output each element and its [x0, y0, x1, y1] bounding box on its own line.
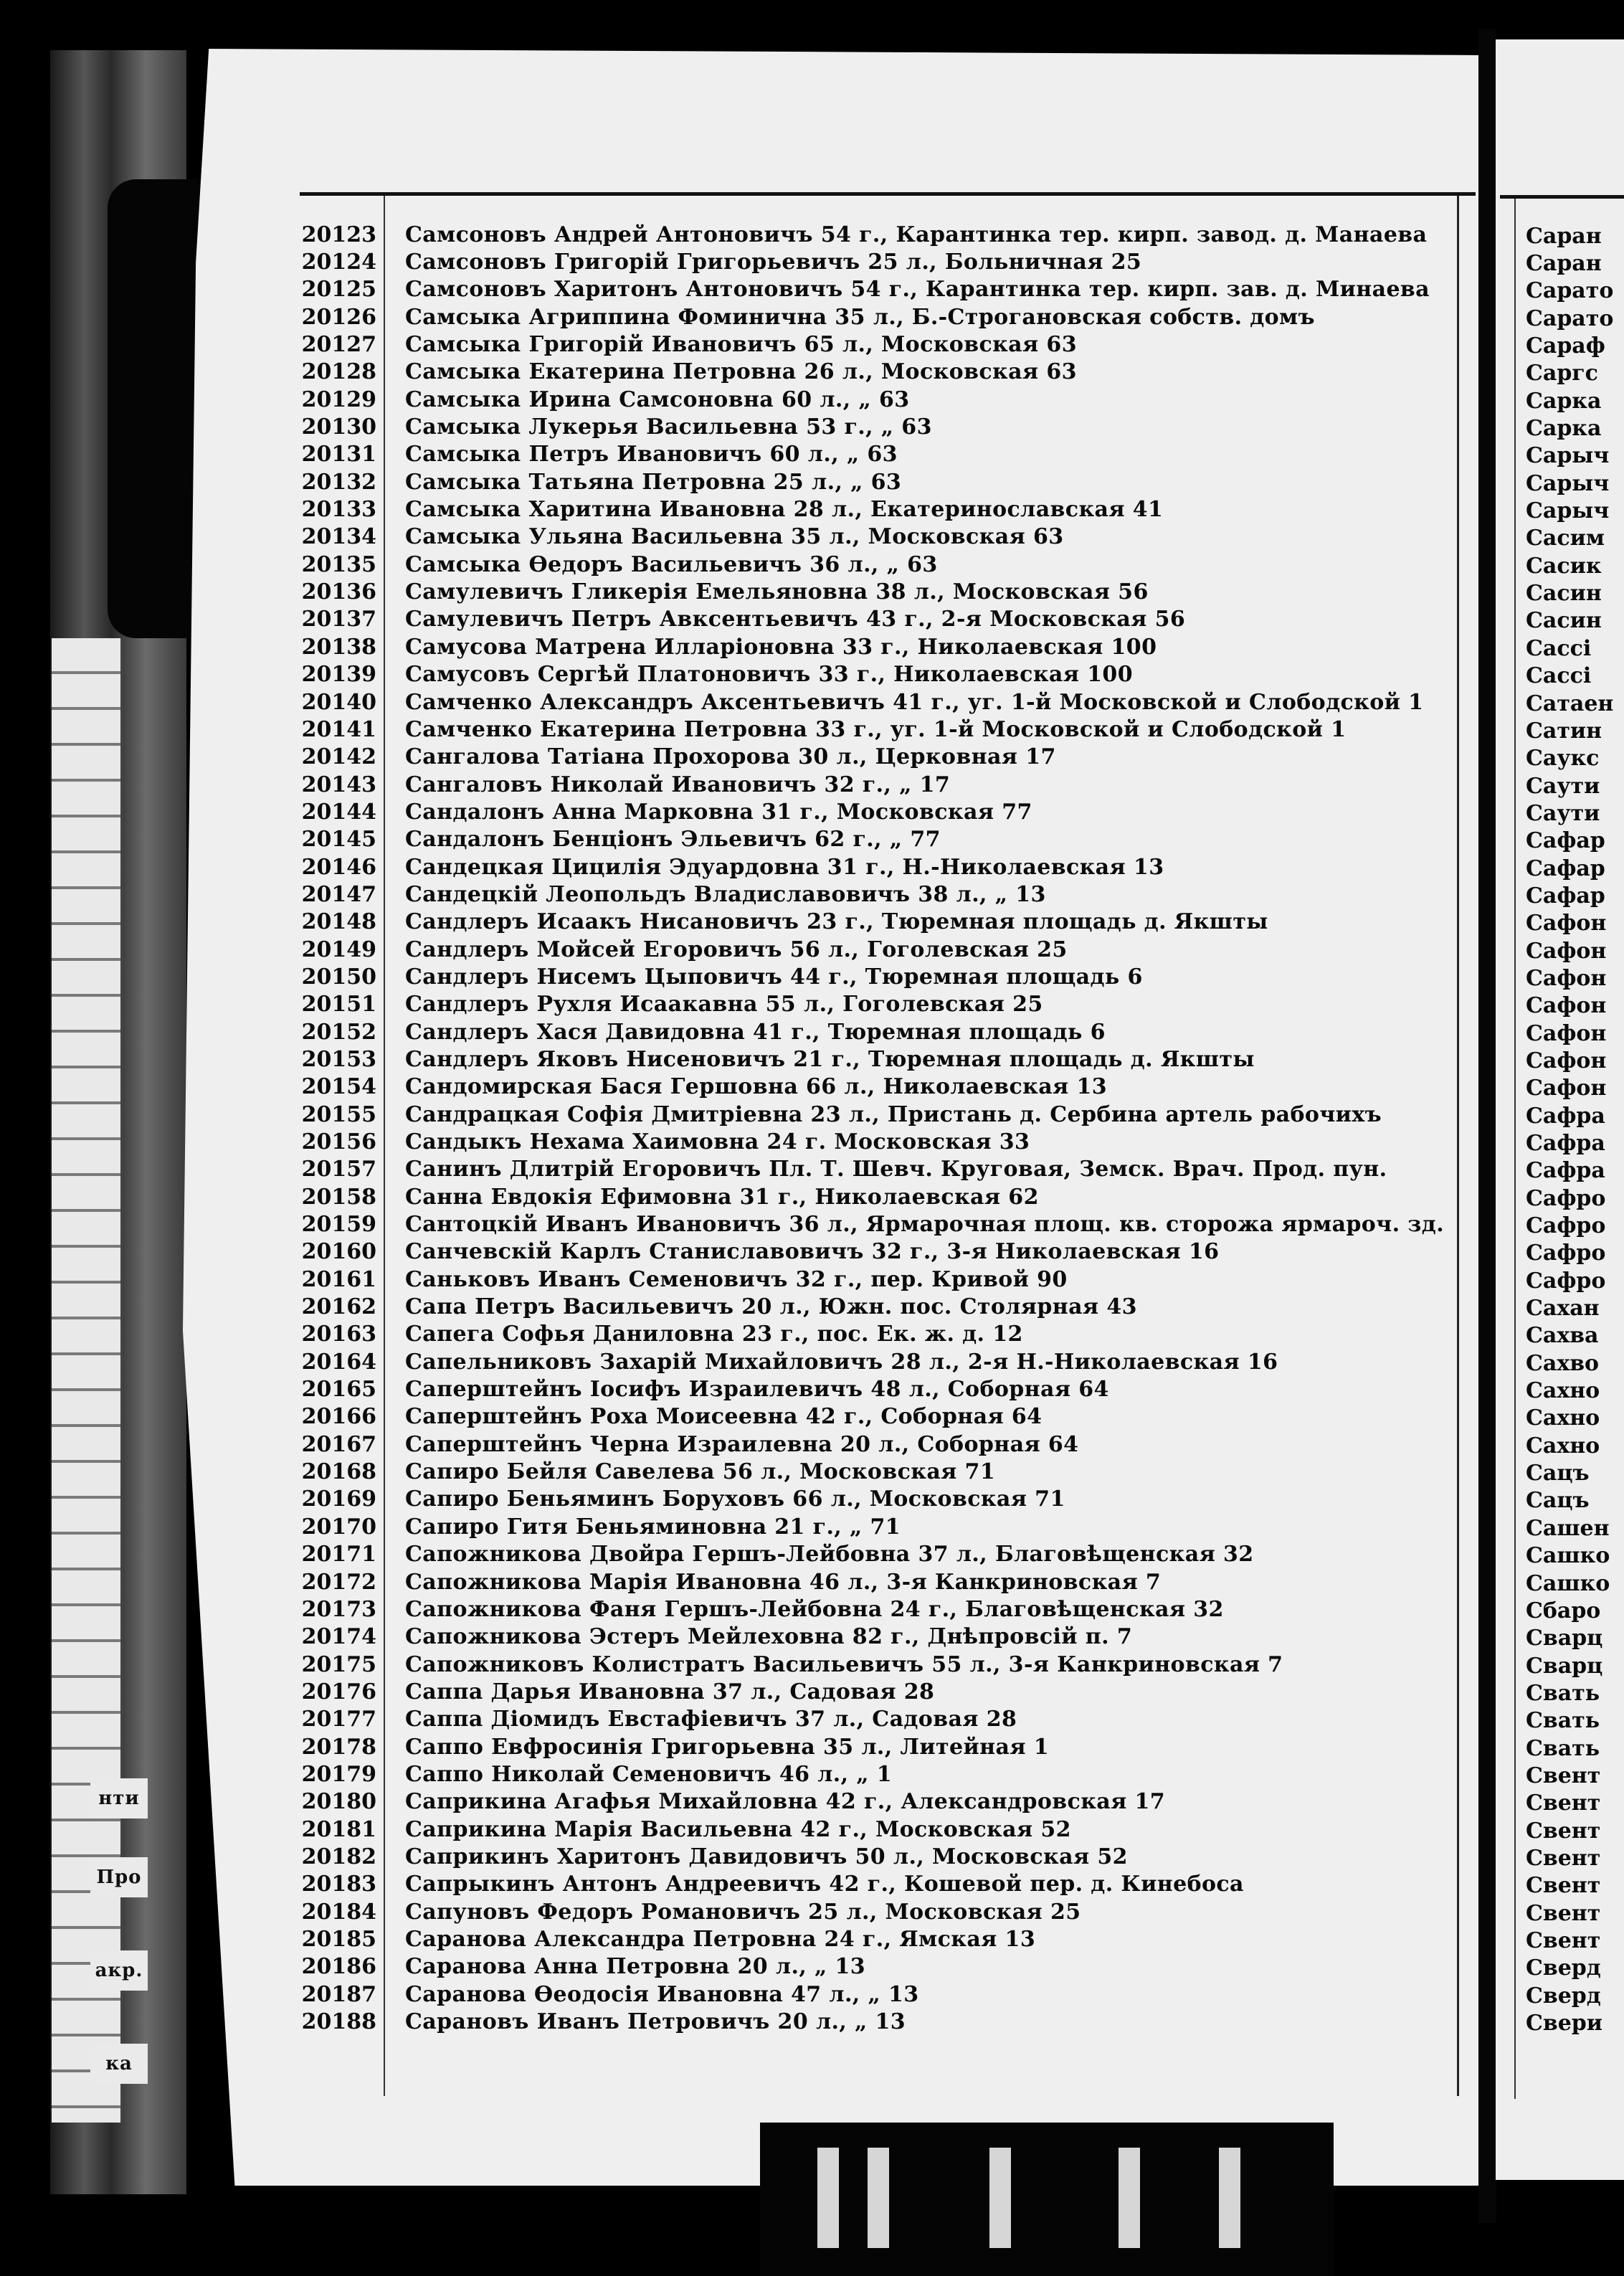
list-item	[287, 1651, 1456, 1678]
entry-text: Сапиро Гитя Беньяминовна 21 г., „ 71	[405, 1514, 901, 1540]
next-page-fragment: Сварц	[1526, 1626, 1603, 1651]
list-item	[287, 248, 1456, 275]
next-page-fragment: Сашко	[1526, 1543, 1610, 1569]
entry-number: 20164	[301, 1349, 376, 1375]
entry-number: 20145	[301, 827, 376, 853]
next-page-fragment: Сварц	[1526, 1653, 1603, 1679]
entry-text: Саппа Дарья Ивановна 37 л., Садовая 28	[405, 1679, 935, 1704]
entry-number: 20163	[301, 1322, 376, 1347]
resident-listing	[287, 221, 1456, 2036]
entry-text: Сандалонъ Анна Марковна 31 г., Московская 77	[405, 799, 1032, 825]
next-page-fragment: Сафон	[1526, 1048, 1607, 1073]
next-page-fragment: Сверд	[1526, 1955, 1601, 1981]
next-page-fragment: Сахно	[1526, 1405, 1600, 1431]
entry-number: 20174	[301, 1624, 376, 1650]
list-item	[287, 1073, 1456, 1101]
next-page-fragment: Сахно	[1526, 1433, 1600, 1459]
entry-number: 20158	[301, 1184, 376, 1210]
list-item	[287, 1486, 1456, 1513]
list-item	[287, 1871, 1456, 1898]
next-page-fragment: Сафра	[1526, 1131, 1605, 1157]
entry-number: 20178	[301, 1734, 376, 1760]
entry-number: 20137	[301, 607, 376, 632]
next-page-fragment: Сараф	[1526, 333, 1605, 359]
next-page-fragment: Сафар	[1526, 883, 1605, 909]
entry-number: 20177	[301, 1707, 376, 1732]
entry-number: 20154	[301, 1074, 376, 1100]
next-page-fragment: Сбаро	[1526, 1598, 1601, 1623]
entry-text: Сапиро Бейля Савелева 56 л., Московская 71	[405, 1459, 996, 1485]
next-page-fragment: Сафон	[1526, 1020, 1607, 1046]
entry-text: Сандлеръ Мойсей Егоровичъ 56 л., Гоголевская 25	[405, 937, 1068, 962]
entry-text: Самулевичъ Гликерія Емельяновна 38 л., Московская 56	[405, 579, 1149, 605]
list-item	[287, 386, 1456, 413]
entry-text: Сапельниковъ Захарій Михайловичъ 28 л., 2-я Н.-Николаевская 16	[405, 1349, 1278, 1375]
list-item	[287, 551, 1456, 578]
binding-stub	[868, 2148, 889, 2248]
entry-text: Саприкина Марія Васильевна 42 г., Московская 52	[405, 1816, 1071, 1842]
next-page-fragment: Свать	[1526, 1708, 1600, 1734]
entry-number: 20161	[301, 1266, 376, 1292]
entry-number: 20179	[301, 1761, 376, 1787]
list-item	[287, 1238, 1456, 1266]
entry-text: Самченко Александръ Аксентьевичъ 41 г., уг. 1-й Московской и Слободской 1	[405, 689, 1424, 715]
next-page-fragment: Сафар	[1526, 828, 1605, 854]
entry-text: Сапрыкинъ Антонъ Андреевичъ 42 г., Кошевой пер. д. Кинебоса	[405, 1872, 1244, 1897]
entry-text: Саппо Евфросинія Григорьевна 35 л., Литейная 1	[405, 1734, 1050, 1760]
next-page-fragment: Сахно	[1526, 1378, 1600, 1404]
entry-text: Самсыка Екатерина Петровна 26 л., Московская 63	[405, 359, 1077, 385]
list-item	[287, 1266, 1456, 1293]
entry-number: 20126	[301, 304, 376, 330]
entry-number: 20148	[301, 909, 376, 935]
list-item	[287, 661, 1456, 688]
entry-text: Саперштейнъ Черна Израилевна 20 л., Соборная 64	[405, 1431, 1079, 1457]
list-item	[287, 331, 1456, 358]
list-item	[287, 1788, 1456, 1816]
entry-number: 20172	[301, 1569, 376, 1595]
entry-text: Саприкина Агафья Михайловна 42 г., Александровская 17	[405, 1789, 1166, 1815]
entry-text: Сангалова Татіана Прохорова 30 л., Церковная 17	[405, 744, 1056, 770]
entry-number: 20141	[301, 716, 376, 742]
list-item	[287, 744, 1456, 771]
entry-text: Сандецкій Леопольдъ Владиславовичъ 38 л., „ 13	[405, 881, 1046, 907]
list-item	[287, 359, 1456, 386]
list-item	[287, 1156, 1456, 1183]
entry-number: 20136	[301, 579, 376, 605]
list-item	[287, 1045, 1456, 1073]
list-item	[287, 1595, 1456, 1623]
entry-text: Сапа Петръ Васильевичъ 20 л., Южн. пос. Столярная 43	[405, 1294, 1137, 1320]
entry-number: 20162	[301, 1294, 376, 1320]
list-item	[287, 826, 1456, 853]
next-page-fragment: Свент	[1526, 1900, 1601, 1926]
entry-text: Саппа Діомидъ Евстафіевичъ 37 л., Садовая 28	[405, 1707, 1017, 1732]
next-page-fragment: Саути	[1526, 800, 1600, 826]
list-item	[287, 853, 1456, 881]
list-item	[287, 2008, 1456, 2035]
entry-text: Саппо Николай Семеновичъ 46 л., „ 1	[405, 1761, 893, 1787]
entry-text: Саньковъ Иванъ Семеновичъ 32 г., пер. Кривой 90	[405, 1266, 1068, 1292]
entry-text: Саранова Ѳеодосія Ивановна 47 л., „ 13	[405, 1981, 919, 2007]
next-page-fragment: Сассі	[1526, 663, 1592, 689]
entry-text: Сапожникова Эстеръ Мейлеховна 82 г., Днѣпровсій п. 7	[405, 1624, 1133, 1650]
entry-number: 20139	[301, 662, 376, 688]
entry-number: 20187	[301, 1981, 376, 2007]
list-item	[287, 1431, 1456, 1458]
entry-text: Самсыка Ѳедоръ Васильевичъ 36 л., „ 63	[405, 551, 938, 577]
entry-text: Саперштейнъ Роха Моисеевна 42 г., Соборная 64	[405, 1404, 1043, 1430]
entry-text: Сандлеръ Рухля Исаакавна 55 л., Гоголевская 25	[405, 992, 1043, 1018]
next-page-listing	[1526, 222, 1624, 2037]
entry-number: 20138	[301, 634, 376, 660]
entry-text: Самсоновъ Андрей Антоновичъ 54 г., Карантинка тер. кирп. завод. д. Манаева	[405, 222, 1428, 247]
entry-text: Саперштейнъ Іосифъ Израилевичъ 48 л., Соборная 64	[405, 1377, 1109, 1403]
entry-number: 20181	[301, 1816, 376, 1842]
entry-text: Санинъ Длитрій Егоровичъ Пл. Т. Шевч. Круговая, Земск. Врач. Прод. пун.	[405, 1157, 1387, 1182]
entry-number: 20132	[301, 469, 376, 495]
list-item	[287, 991, 1456, 1018]
next-page-fragment: Сарка	[1526, 388, 1602, 414]
list-item	[287, 881, 1456, 908]
next-page-fragment: Сафро	[1526, 1268, 1606, 1294]
next-page-fragment: Саран	[1526, 251, 1602, 277]
next-page-fragment: Сатаен	[1526, 691, 1614, 716]
entry-text: Сандлеръ Хася Давидовна 41 г., Тюремная площадь 6	[405, 1019, 1106, 1045]
entry-number: 20171	[301, 1542, 376, 1568]
list-item	[287, 1843, 1456, 1870]
list-item	[287, 1513, 1456, 1540]
entry-number: 20186	[301, 1954, 376, 1980]
entry-text: Санна Евдокія Ефимовна 31 г., Николаевская 62	[405, 1184, 1039, 1210]
index-tab-strip	[52, 638, 123, 2123]
entry-number: 20168	[301, 1459, 376, 1485]
entry-number: 20183	[301, 1872, 376, 1897]
list-item	[287, 633, 1456, 660]
binding-tab-4: ка	[90, 2044, 148, 2084]
entry-text: Сапожникова Марія Ивановна 46 л., 3-я Канкриновская 7	[405, 1569, 1162, 1595]
list-item	[287, 1678, 1456, 1705]
next-page-fragment: Сасин	[1526, 581, 1602, 607]
next-page-fragment: Свать	[1526, 1680, 1600, 1706]
list-item	[287, 606, 1456, 633]
list-item	[287, 1183, 1456, 1210]
next-page-fragment: Сахан	[1526, 1296, 1600, 1322]
list-item	[287, 1981, 1456, 2008]
entry-text: Самсыка Агриппина Фоминична 35 л., Б.-Строгановская собств. домъ	[405, 304, 1315, 330]
list-item	[287, 1128, 1456, 1155]
list-item	[287, 771, 1456, 798]
entry-text: Самсыка Татьяна Петровна 25 л., „ 63	[405, 469, 902, 495]
list-item	[287, 1541, 1456, 1568]
entry-number: 20144	[301, 799, 376, 825]
next-page-fragment: Сарато	[1526, 278, 1614, 304]
entry-text: Сандалонъ Бенціонъ Эльевичъ 62 г., „ 77	[405, 827, 941, 853]
entry-text: Сапега Софья Даниловна 23 г., пос. Ек. ж. д. 12	[405, 1322, 1023, 1347]
list-item	[287, 1816, 1456, 1843]
entry-number: 20169	[301, 1486, 376, 1512]
list-item	[287, 1375, 1456, 1403]
entry-text: Самченко Екатерина Петровна 33 г., уг. 1-й Московской и Слободской 1	[405, 716, 1347, 742]
list-item	[287, 1293, 1456, 1320]
entry-number: 20131	[301, 442, 376, 468]
next-page-fragment: Сашко	[1526, 1570, 1610, 1596]
next-page-fragment: Сафра	[1526, 1158, 1605, 1184]
entry-number: 20184	[301, 1899, 376, 1925]
binding-stub	[1219, 2148, 1240, 2248]
list-item	[287, 1898, 1456, 1925]
entry-text: Сангаловъ Николай Ивановичъ 32 г., „ 17	[405, 772, 951, 797]
next-page-fragment: Сассі	[1526, 635, 1592, 661]
next-page-fragment: Свент	[1526, 1763, 1601, 1788]
list-item	[287, 303, 1456, 331]
list-item	[287, 1458, 1456, 1485]
entry-text: Самсоновъ Григорій Григорьевичъ 25 л., Больничная 25	[405, 250, 1142, 275]
entry-number: 20130	[301, 414, 376, 440]
next-page-fragment: Сахва	[1526, 1323, 1599, 1349]
entry-number: 20159	[301, 1212, 376, 1238]
entry-number: 20152	[301, 1019, 376, 1045]
entry-number: 20125	[301, 277, 376, 303]
next-page-fragment: Саран	[1526, 223, 1602, 249]
entry-number: 20153	[301, 1046, 376, 1072]
list-item	[287, 936, 1456, 963]
binding-stub	[817, 2148, 839, 2248]
entry-number: 20156	[301, 1129, 376, 1155]
list-item	[287, 1760, 1456, 1788]
entry-number: 20135	[301, 551, 376, 577]
entry-text: Самулевичъ Петръ Авксентьевичъ 43 г., 2-я Московская 56	[405, 607, 1186, 632]
binding-stub	[1119, 2148, 1140, 2248]
entry-text: Самусовъ Сергѣй Платоновичъ 33 г., Николаевская 100	[405, 662, 1133, 688]
entry-number: 20155	[301, 1101, 376, 1127]
next-page-fragment: Сафон	[1526, 1076, 1607, 1101]
list-item	[287, 468, 1456, 495]
entry-number: 20143	[301, 772, 376, 797]
entry-number: 20180	[301, 1789, 376, 1815]
next-page-fragment: Сафро	[1526, 1185, 1606, 1211]
entry-text: Сандомирская Бася Гершовна 66 л., Николаевская 13	[405, 1074, 1107, 1100]
entry-text: Сапожникова Фаня Гершъ-Лейбовна 24 г., Благовѣщенская 32	[405, 1596, 1224, 1622]
list-item	[287, 1623, 1456, 1651]
right-margin-rule	[1457, 196, 1459, 2096]
next-page-fragment: Сасик	[1526, 553, 1602, 579]
binding-tab-2: Про	[90, 1857, 148, 1897]
entry-number: 20173	[301, 1596, 376, 1622]
next-page-fragment: Свать	[1526, 1735, 1600, 1761]
next-page-fragment: Сарыч	[1526, 443, 1610, 469]
entry-number: 20167	[301, 1431, 376, 1457]
list-item	[287, 578, 1456, 605]
entry-text: Самсоновъ Харитонъ Антоновичъ 54 г., Карантинка тер. кирп. зав. д. Минаева	[405, 277, 1430, 303]
entry-text: Самсыка Харитина Ивановна 28 л., Екатеринославская 41	[405, 497, 1164, 523]
entry-text: Самсыка Григорій Ивановичъ 65 л., Московская 63	[405, 332, 1077, 358]
entry-number: 20150	[301, 964, 376, 990]
entry-text: Санчевскій Карлъ Станиславовичъ 32 г., 3-я Николаевская 16	[405, 1239, 1220, 1265]
binding-tab-3: акр.	[90, 1950, 148, 1991]
entry-number: 20128	[301, 359, 376, 385]
list-item	[287, 1321, 1456, 1348]
list-item	[287, 1733, 1456, 1760]
entry-text: Самсыка Ирина Самсоновна 60 л., „ 63	[405, 387, 910, 412]
list-item	[287, 688, 1456, 716]
entry-text: Самсыка Ульяна Васильевна 35 л., Московская 63	[405, 524, 1064, 550]
next-page-fragment: Сацъ	[1526, 1461, 1590, 1486]
list-item	[287, 523, 1456, 551]
entry-text: Сапожниковъ Колистратъ Васильевичъ 55 л., 3-я Канкриновская 7	[405, 1651, 1283, 1677]
next-page-fragment: Сарыч	[1526, 470, 1610, 496]
entry-text: Самсыка Лукерья Васильевна 53 г., „ 63	[405, 414, 932, 440]
next-page-fragment: Саргс	[1526, 361, 1598, 387]
entry-number: 20142	[301, 744, 376, 770]
next-page-fragment: Свент	[1526, 1818, 1601, 1844]
next-page-fragment: Сатин	[1526, 718, 1602, 744]
entry-number: 20140	[301, 689, 376, 715]
entry-number: 20124	[301, 250, 376, 275]
entry-text: Сапиро Беньяминъ Боруховъ 66 л., Московская 71	[405, 1486, 1065, 1512]
entry-number: 20160	[301, 1239, 376, 1265]
list-item	[287, 495, 1456, 523]
next-page-fragment: Свент	[1526, 1791, 1601, 1816]
list-item	[287, 1101, 1456, 1128]
next-page-fragment: Сафон	[1526, 993, 1607, 1019]
entry-number: 20147	[301, 881, 376, 907]
entry-text: Саприкинъ Харитонъ Давидовичъ 50 л., Московская 52	[405, 1844, 1128, 1869]
next-page-fragment: Саути	[1526, 773, 1600, 799]
next-page-fragment: Сасин	[1526, 608, 1602, 634]
entry-number: 20166	[301, 1404, 376, 1430]
next-page-fragment: Сафон	[1526, 965, 1607, 991]
entry-number: 20185	[301, 1926, 376, 1952]
list-item	[287, 963, 1456, 990]
list-item	[287, 798, 1456, 825]
entry-text: Сапуновъ Федоръ Романовичъ 25 л., Московская 25	[405, 1899, 1081, 1925]
next-page-fragment: Сарыч	[1526, 498, 1610, 524]
entry-number: 20157	[301, 1157, 376, 1182]
entry-number: 20127	[301, 332, 376, 358]
next-page-fragment: Сафро	[1526, 1241, 1606, 1266]
next-page-fragment: Сафон	[1526, 911, 1607, 937]
list-item	[287, 1568, 1456, 1595]
entry-text: Сандецкая Цицилія Эдуардовна 31 г., Н.-Николаевская 13	[405, 854, 1164, 880]
entry-number: 20151	[301, 992, 376, 1018]
list-item	[287, 1348, 1456, 1375]
next-page-fragment: Свент	[1526, 1928, 1601, 1953]
entry-text: Сарановъ Иванъ Петровичъ 20 л., „ 13	[405, 2009, 906, 2035]
entry-number: 20133	[301, 497, 376, 523]
next-page-fragment: Сафон	[1526, 938, 1607, 964]
list-item	[287, 1403, 1456, 1431]
entry-text: Сантоцкій Иванъ Ивановичъ 36 л., Ярмарочная площ. кв. сторожа ярмароч. зд.	[405, 1212, 1445, 1238]
bottom-shadow	[760, 2123, 1334, 2276]
entry-number: 20182	[301, 1844, 376, 1869]
entry-text: Сандыкъ Нехама Хаимовна 24 г. Московская 33	[405, 1129, 1030, 1155]
list-item	[287, 1706, 1456, 1733]
entry-text: Сапожникова Двойра Гершъ-Лейбовна 37 л., Благовѣщенская 32	[405, 1542, 1254, 1568]
next-page-fragment: Сахво	[1526, 1350, 1600, 1376]
list-item	[287, 909, 1456, 936]
entry-text: Саранова Александра Петровна 24 г., Ямская 13	[405, 1926, 1036, 1952]
next-page-fragment: Сарато	[1526, 305, 1614, 331]
next-page-fragment: Свент	[1526, 1873, 1601, 1899]
binding-tab-1: нти	[90, 1778, 148, 1819]
list-item	[287, 276, 1456, 303]
list-item	[287, 716, 1456, 743]
next-page-fragment: Саукс	[1526, 746, 1600, 772]
entry-text: Саранова Анна Петровна 20 л., „ 13	[405, 1954, 866, 1980]
entry-number: 20146	[301, 854, 376, 880]
entry-text: Сандлеръ Яковъ Нисеновичъ 21 г., Тюремная площадь д. Якшты	[405, 1046, 1255, 1072]
entry-number: 20123	[301, 222, 376, 247]
entry-text: Самсыка Петръ Ивановичъ 60 л., „ 63	[405, 442, 898, 468]
entry-number: 20176	[301, 1679, 376, 1704]
entry-number: 20149	[301, 937, 376, 962]
next-page-fragment: Сафро	[1526, 1213, 1606, 1239]
list-item	[287, 1210, 1456, 1238]
next-page-fragment: Сверд	[1526, 1983, 1601, 2009]
header-rule	[300, 192, 1476, 196]
list-item	[287, 1953, 1456, 1981]
entry-number: 20165	[301, 1377, 376, 1403]
next-page-fragment: Свери	[1526, 2011, 1603, 2036]
next-page-fragment: Сашен	[1526, 1515, 1610, 1541]
list-item	[287, 1925, 1456, 1953]
entry-number: 20134	[301, 524, 376, 550]
entry-text: Сандлеръ Исаакъ Нисановичъ 23 г., Тюремная площадь д. Якшты	[405, 909, 1268, 935]
binding-stub	[989, 2148, 1011, 2248]
entry-text: Сандрацкая Софія Дмитріевна 23 л., Пристань д. Сербина артель рабочихъ	[405, 1101, 1382, 1127]
entry-number: 20175	[301, 1651, 376, 1677]
entry-number: 20170	[301, 1514, 376, 1540]
entry-text: Самусова Матрена Илларіоновна 33 г., Николаевская 100	[405, 634, 1157, 660]
next-page-header-rule	[1500, 195, 1624, 199]
entry-text: Сандлеръ Нисемъ Цыповичъ 44 г., Тюремная площадь 6	[405, 964, 1143, 990]
list-item	[287, 1018, 1456, 1045]
list-item	[287, 221, 1456, 248]
entry-number: 20129	[301, 387, 376, 412]
list-item	[287, 413, 1456, 440]
page-gutter	[1478, 29, 1496, 2223]
next-page-column-rule	[1514, 199, 1516, 2099]
next-page-fragment: Сафар	[1526, 855, 1605, 881]
next-page-fragment: Сасим	[1526, 526, 1605, 551]
entry-number: 20188	[301, 2009, 376, 2035]
next-page-fragment: Сафра	[1526, 1103, 1605, 1129]
list-item	[287, 441, 1456, 468]
next-page-fragment: Свент	[1526, 1845, 1601, 1871]
next-page-fragment: Сарка	[1526, 416, 1602, 442]
next-page-fragment: Сацъ	[1526, 1488, 1590, 1514]
